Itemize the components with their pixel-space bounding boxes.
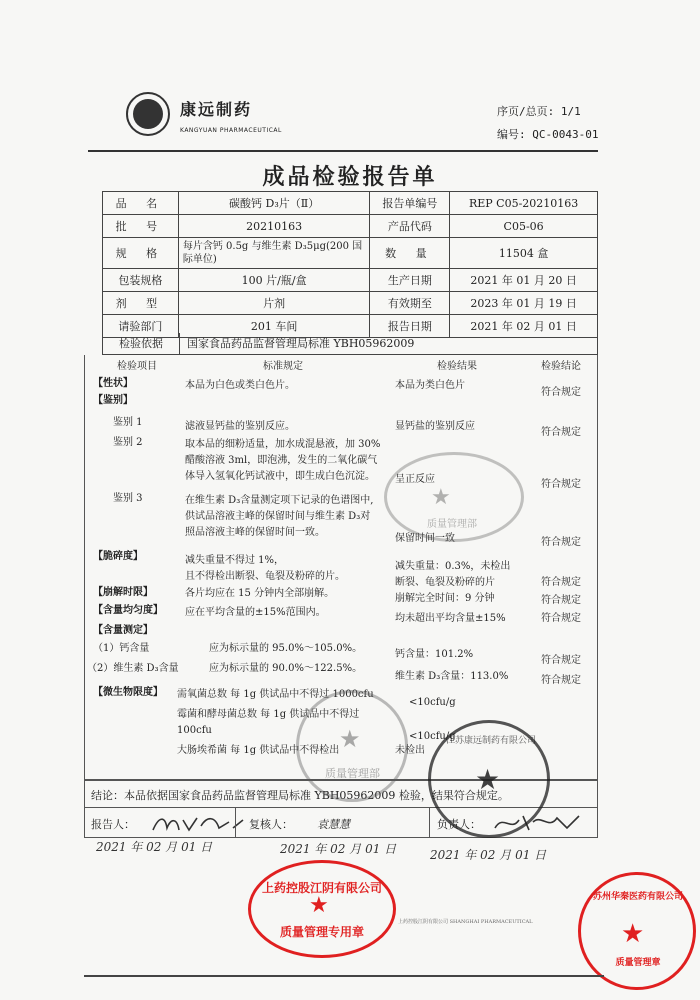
appearance-result: 本品为类白色片 — [395, 380, 465, 391]
company-name-en: KANGYUAN PHARMACEUTICAL — [180, 127, 282, 134]
id2-conclusion: 符合规定 — [541, 479, 581, 490]
vitd-standard: 应为标示量的 90.0%～122.5%。 — [209, 663, 363, 674]
company-center-stamp-text: 江苏康远制药有限公司 — [445, 736, 536, 746]
vitd-conclusion: 符合规定 — [541, 675, 581, 686]
qa-left-stamp-text: 质量管理部 — [325, 767, 380, 780]
distributor-seal-sub: 质量管理章 — [615, 958, 661, 968]
form-value: 片剂 — [178, 292, 370, 315]
disintegration-standard: 各片均应在 15 分钟内全部崩解。 — [185, 588, 335, 599]
appearance-conclusion: 符合规定 — [541, 387, 581, 398]
vitd-label: （2）维生素 D₃含量 — [87, 663, 179, 674]
dept-value: 201 车间 — [178, 315, 370, 338]
id3-standard-2: 供试品溶液主峰的保留时间与维生素 D₃对 — [185, 511, 371, 522]
star-icon: ★ — [475, 763, 501, 796]
form-label: 剂 型 — [103, 292, 179, 315]
star-icon: ★ — [431, 485, 451, 510]
product-value: 碳酸钙 D₃片（Ⅱ） — [178, 192, 370, 215]
prod-date-value: 2021 年 01 月 20 日 — [450, 269, 598, 292]
id1-label: 鉴别 1 — [113, 417, 143, 428]
id1-result: 显钙盐的鉴别反应 — [395, 421, 475, 432]
micro-label: 【微生物限度】 — [93, 687, 163, 698]
report-title: 成品检验报告单 — [262, 165, 438, 190]
calcium-result: 钙含量：101.2% — [395, 649, 474, 660]
distributor-seal-name: 苏州华秦医药有限公司 — [592, 892, 683, 902]
disintegration-result: 崩解完全时间：9 分钟 — [395, 593, 495, 604]
calcium-conclusion: 符合规定 — [541, 655, 581, 666]
report-no-value: REP C05-20210163 — [450, 192, 598, 215]
spec-label: 规 格 — [103, 238, 179, 269]
appearance-standard: 本品为白色或类白色片。 — [185, 380, 295, 391]
dept-label: 请验部门 — [103, 315, 179, 338]
calcium-label: （1）钙含量 — [93, 643, 150, 654]
star-icon: ★ — [339, 725, 361, 753]
distributor-seal — [578, 872, 696, 990]
disintegration-label: 【崩解时限】 — [93, 587, 153, 598]
spec-value: 每片含钙 0.5g 与维生素 D₃5μg(200 国际单位) — [178, 238, 370, 269]
qa-left-stamp — [296, 690, 408, 802]
id3-label: 鉴别 3 — [113, 493, 143, 504]
qa-center-stamp-text: 质量管理部 — [427, 519, 477, 530]
disintegration-conclusion: 符合规定 — [541, 595, 581, 606]
vitd-result: 维生素 D₃含量：113.0% — [395, 671, 509, 682]
report-date-label: 报告日期 — [370, 315, 450, 338]
company-name: 康远制药 — [180, 100, 253, 119]
friability-standard-2: 且不得检出断裂、龟裂及粉碎的片。 — [185, 571, 345, 582]
conclusion-text: 结论：本品依据国家食品药品监督管理局标准 YBH05962009 检验，结果符合规定。 — [91, 789, 509, 802]
product-label: 品 名 — [103, 192, 179, 215]
expiry-label: 有效期至 — [370, 292, 450, 315]
basis-value: 国家食品药品监督管理局标准 YBH05962009 — [187, 337, 415, 350]
col-result-header: 检验结果 — [437, 361, 477, 372]
reporter-date: 2021 年 02 月 01 日 — [96, 840, 213, 854]
friability-result-2: 断裂、龟裂及粉碎的片 — [395, 577, 495, 588]
company-logo-icon — [126, 92, 170, 136]
qa-center-stamp — [384, 452, 524, 542]
qty-label: 数 量 — [370, 238, 450, 269]
header-divider — [88, 150, 598, 152]
leader-label: 负责人： — [437, 818, 481, 831]
friability-result-1: 减失重量：0.3%，未检出 — [395, 561, 511, 572]
id2-standard-3: 体导入氢氧化钙试液中，即生成白色沉淀。 — [185, 471, 375, 482]
reporter-label: 报告人： — [91, 818, 135, 831]
id2-result: 呈正反应 — [395, 474, 435, 485]
micro-result-1: <10cfu/g — [409, 697, 456, 708]
pack-label: 包装规格 — [103, 269, 179, 292]
pack-value: 100 片/瓶/盒 — [178, 269, 370, 292]
report-no-label: 报告单编号 — [370, 192, 450, 215]
friability-conclusion: 符合规定 — [541, 577, 581, 588]
info-table — [102, 191, 598, 338]
star-icon: ★ — [621, 919, 645, 949]
friability-label: 【脆碎度】 — [93, 551, 143, 562]
id2-standard-2: 醋酸溶液 3ml，即泡沸，发生的二氧化碳气 — [185, 455, 378, 466]
id1-conclusion: 符合规定 — [541, 427, 581, 438]
reviewer-name: 袁慧慧 — [317, 818, 350, 831]
reviewer-label: 复核人： — [249, 818, 293, 831]
company-seal — [248, 860, 396, 958]
micro-standard-2: 霉菌和酵母菌总数 每 1g 供试品中不得过 — [177, 709, 360, 720]
code-label: 产品代码 — [370, 215, 450, 238]
reviewer-date: 2021 年 02 月 01 日 — [280, 842, 397, 856]
leader-date: 2021 年 02 月 01 日 — [430, 848, 547, 862]
expiry-value: 2023 年 01 月 19 日 — [450, 292, 598, 315]
id3-conclusion: 符合规定 — [541, 537, 581, 548]
reporter-signature — [145, 808, 249, 838]
page-info: 序页/总页: 1/1 — [497, 105, 581, 118]
star-icon: ★ — [309, 893, 329, 918]
col-conclusion-header: 检验结论 — [541, 361, 581, 372]
basis-row — [102, 333, 598, 355]
micro-result-3: 未检出 — [395, 745, 425, 756]
friability-standard-1: 减失重量不得过 1%， — [185, 555, 285, 566]
company-seal-name: 上药控股江阴有限公司 — [261, 881, 382, 895]
report-date-value: 2021 年 02 月 01 日 — [450, 315, 598, 338]
id3-result: 保留时间一致 — [395, 533, 455, 544]
batch-label: 批 号 — [103, 215, 179, 238]
calcium-standard: 应为标示量的 95.0%～105.0%。 — [209, 643, 363, 654]
id3-standard-3: 照品溶液主峰的保留时间一致。 — [185, 527, 325, 538]
assay-label: 【含量测定】 — [93, 625, 153, 636]
id1-standard: 滤液显钙盐的鉴别反应。 — [185, 421, 295, 432]
code-value: C05-06 — [450, 215, 598, 238]
company-seal-sub: 质量管理专用章 — [279, 925, 364, 939]
uniformity-result: 均未超出平均含量±15% — [395, 613, 506, 624]
ident-label: 【鉴别】 — [93, 395, 133, 406]
micro-standard-1: 需氧菌总数 每 1g 供试品中不得过 1000cfu — [177, 689, 374, 700]
micro-standard-4: 大肠埃希菌 每 1g 供试品中不得检出 — [177, 745, 340, 756]
batch-value: 20210163 — [178, 215, 370, 238]
footer-divider — [84, 975, 604, 977]
id3-standard-1: 在维生素 D₃含量测定项下记录的色谱图中, — [185, 495, 374, 506]
micro-result-2: <10cfu/g — [409, 731, 456, 742]
qty-value: 11504 盒 — [450, 238, 598, 269]
prod-date-label: 生产日期 — [370, 269, 450, 292]
doc-number: 编号: QC-0043-01 — [497, 128, 599, 141]
uniformity-conclusion: 符合规定 — [541, 613, 581, 624]
id2-label: 鉴别 2 — [113, 437, 143, 448]
company-center-stamp — [428, 720, 550, 838]
appearance-label: 【性状】 — [93, 378, 133, 389]
micro-standard-3: 100cfu — [177, 725, 212, 736]
uniformity-label: 【含量均匀度】 — [93, 605, 163, 616]
col-standard-header: 标准规定 — [263, 361, 303, 372]
footer-fine-print: 上药控股江阴有限公司 SHANGHAI PHARMACEUTICAL — [398, 919, 533, 925]
col-item-header: 检验项目 — [117, 361, 157, 372]
basis-label: 检验依据 — [103, 333, 180, 354]
id2-standard-1: 取本品的细粉适量，加水成混悬液，加 30% — [185, 439, 381, 450]
uniformity-standard: 应在平均含量的±15%范围内。 — [185, 607, 326, 618]
